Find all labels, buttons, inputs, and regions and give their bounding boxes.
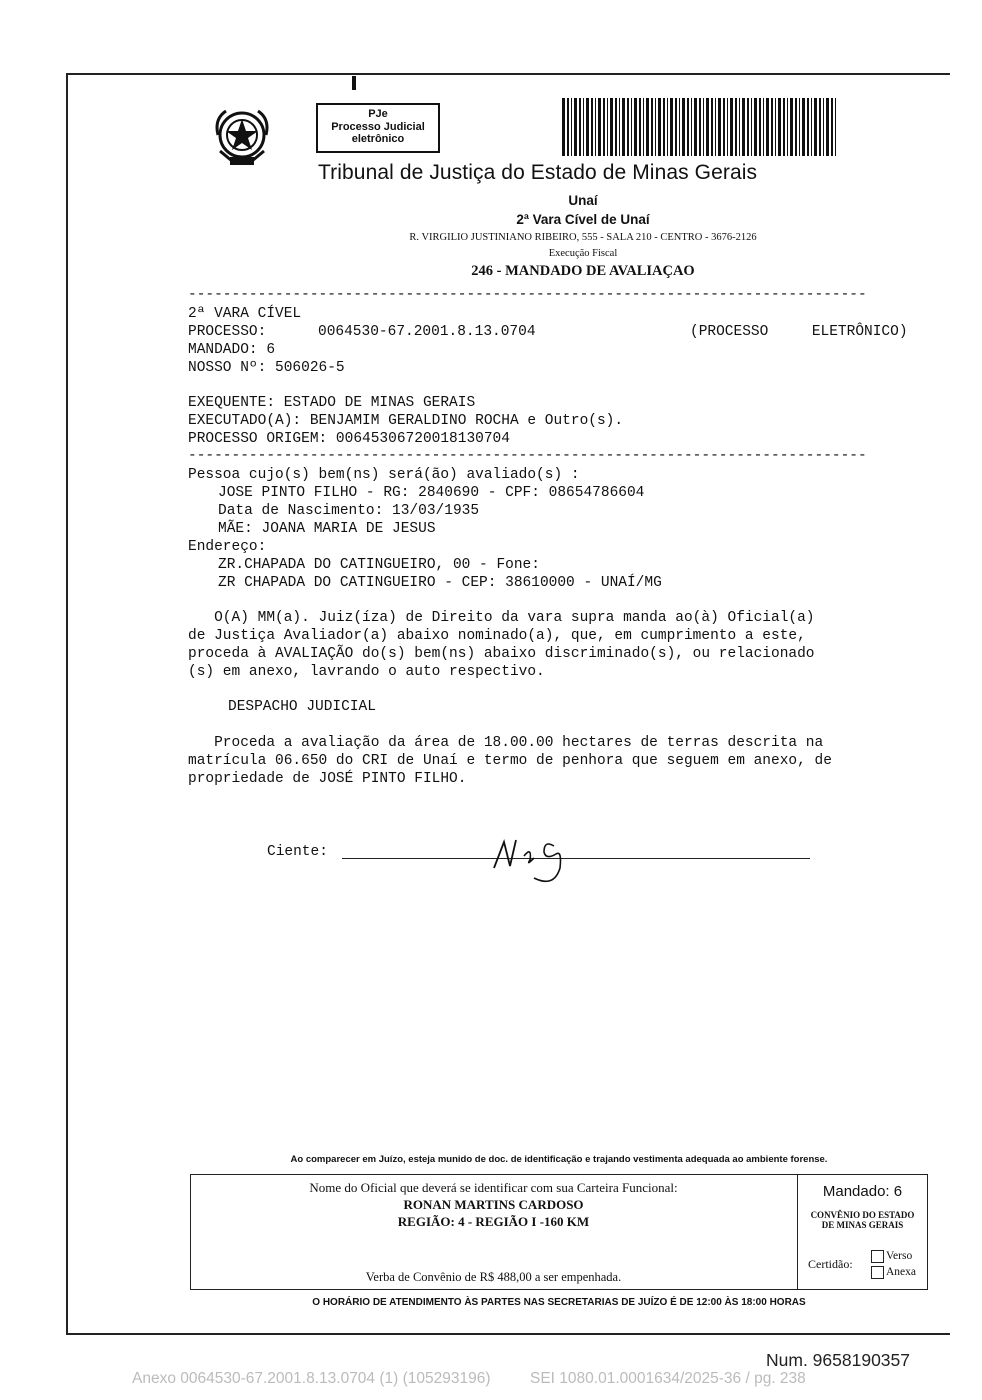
- signature-icon: [488, 828, 578, 892]
- case-vara: 2ª VARA CÍVEL: [188, 306, 302, 322]
- anexo-watermark: Anexo 0064530-67.2001.8.13.0704 (1) (105293196): [132, 1370, 491, 1387]
- court-title: Tribunal de Justiça do Estado de Minas Gerais: [318, 161, 758, 184]
- order-paragraph-line-3: proceda à AVALIAÇÃO do(s) bem(ns) abaixo discriminado(s), ou relacionado: [188, 646, 815, 662]
- processo-label: PROCESSO:: [188, 324, 267, 340]
- pessoa-name: JOSE PINTO FILHO - RG: 2840690 - CPF: 08654786604: [218, 485, 645, 501]
- frame-left-line: [66, 73, 68, 1335]
- order-paragraph-line-4: (s) em anexo, lavrando o auto respectivo.: [188, 664, 545, 680]
- despacho-line-1: Proceda a avaliação da área de 18.00.00 hectares de terras descrita na: [188, 735, 824, 751]
- executado: EXECUTADO(A): BENJAMIM GERALDINO ROCHA e Outro(s).: [188, 413, 624, 429]
- verso-checkbox[interactable]: [871, 1250, 884, 1263]
- vara-label: 2ª Vara Cível de Unaí: [516, 212, 650, 227]
- order-paragraph-line-2: de Justiça Avaliador(a) abaixo nominado(a), que, em cumprimento a este,: [188, 628, 806, 644]
- nosso-numero: NOSSO Nº: 506026-5: [188, 360, 345, 376]
- pessoa-birth: Data de Nascimento: 13/03/1935: [218, 503, 480, 519]
- address-line-2: ZR CHAPADA DO CATINGUEIRO - CEP: 38610000 - UNAÍ/MG: [218, 575, 662, 591]
- coat-of-arms-icon: [210, 105, 274, 169]
- mandado-number: MANDADO: 6: [188, 342, 276, 358]
- dashed-separator-2: ------------------------------------------------------------------------------: [188, 448, 867, 464]
- pje-line-1: PJe: [368, 108, 388, 120]
- convenio-line-2: DE MINAS GERAIS: [821, 1220, 904, 1230]
- verso-option[interactable]: [871, 1250, 912, 1263]
- attendance-notice: Ao comparecer em Juízo, esteja munido de doc. de identificação e trajando vestimenta adequada ao ambiente forense.: [290, 1154, 828, 1165]
- pje-line-2: Processo Judicial: [331, 120, 425, 133]
- ciente-label: Ciente:: [267, 844, 328, 860]
- pje-logo-box: [316, 103, 440, 153]
- processo-number: 0064530-67.2001.8.13.0704: [318, 324, 536, 340]
- anexa-checkbox[interactable]: [871, 1266, 884, 1279]
- address-label: Endereço:: [188, 539, 267, 555]
- frame-top-line: [66, 73, 950, 75]
- barcode-icon: [562, 98, 838, 156]
- anexa-label: Anexa: [886, 1266, 917, 1279]
- despacho-heading: DESPACHO JUDICIAL: [228, 699, 376, 715]
- order-paragraph-line-1: O(A) MM(a). Juiz(íza) de Direito da vara supra manda ao(à) Oficial(a): [188, 610, 815, 626]
- document-number: Num. 9658190357: [766, 1350, 910, 1370]
- verso-label: Verso: [886, 1250, 913, 1263]
- verba-convenio: Verba de Convênio de R$ 488,00 a ser empenhada.: [365, 1270, 622, 1284]
- sei-watermark: SEI 1080.01.0001634/2025-36 / pg. 238: [530, 1370, 806, 1387]
- frame-bottom-line: [66, 1333, 950, 1335]
- oficial-name: RONAN MARTINS CARDOSO: [403, 1197, 584, 1212]
- address-line-1: ZR.CHAPADA DO CATINGUEIRO, 00 - Fone:: [218, 557, 540, 573]
- dashed-separator: ------------------------------------------------------------------------------: [188, 287, 867, 303]
- pessoa-heading: Pessoa cujo(s) bem(ns) será(ão) avaliado(s) :: [188, 467, 580, 483]
- anexa-option[interactable]: [871, 1266, 916, 1279]
- frame-tick-mark: [352, 76, 356, 90]
- processo-tag: (PROCESSO ELETRÔNICO): [690, 324, 908, 340]
- pje-line-3: eletrônico: [351, 133, 405, 145]
- certidao-label: Certidão:: [808, 1257, 853, 1271]
- horario-notice: O HORÁRIO DE ATENDIMENTO ÀS PARTES NAS SECRETARIAS DE JUÍZO É DE 12:00 ÀS 18:00 HORAS: [312, 1297, 806, 1308]
- processo-origem: PROCESSO ORIGEM: 00645306720018130704: [188, 431, 510, 447]
- exequente: EXEQUENTE: ESTADO DE MINAS GERAIS: [188, 395, 476, 411]
- document-title: 246 - MANDADO DE AVALIAÇAO: [471, 263, 695, 279]
- oficial-label: Nome do Oficial que deverá se identificar com sua Carteira Funcional:: [309, 1180, 678, 1195]
- despacho-line-3: propriedade de JOSÉ PINTO FILHO.: [188, 771, 467, 787]
- process-type: Execução Fiscal: [548, 248, 618, 259]
- mandado-box-label: Mandado: 6: [822, 1183, 903, 1200]
- convenio-line-1: CONVÊNIO DO ESTADO: [810, 1210, 915, 1220]
- city-label: Unaí: [568, 193, 598, 208]
- pessoa-mother: MÃE: JOANA MARIA DE JESUS: [218, 521, 436, 537]
- convenio-label: [797, 1210, 928, 1230]
- oficial-regiao: REGIÃO: 4 - REGIÃO I -160 KM: [397, 1214, 590, 1229]
- court-address: R. VIRGILIO JUSTINIANO RIBEIRO, 555 - SALA 210 - CENTRO - 3676-2126: [409, 232, 757, 243]
- despacho-line-2: matrícula 06.650 do CRI de Unaí e termo de penhora que seguem em anexo, de: [188, 753, 832, 769]
